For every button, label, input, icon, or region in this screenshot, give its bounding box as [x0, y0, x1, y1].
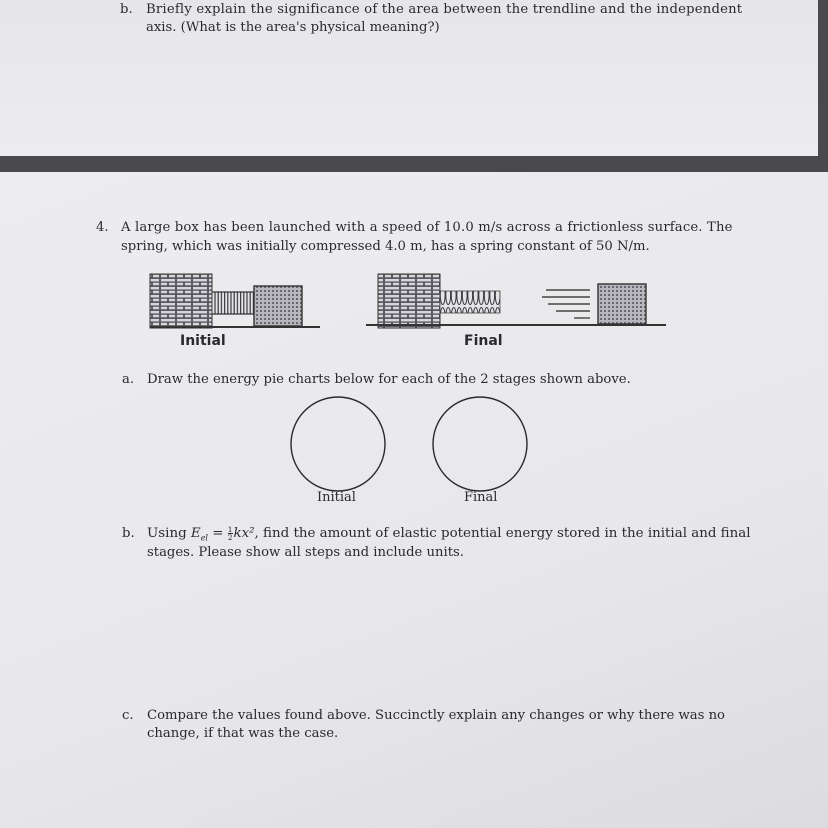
question-text-line: spring, which was initially compressed 4.0 m, has a spring constant of 50 N/m.: [121, 239, 650, 254]
question-text-line: A large box has been launched with a speed of 10.0 m/s across a frictionless surface. The: [121, 220, 733, 235]
part-label: b.: [122, 526, 135, 541]
worksheet-page-top: [0, 0, 818, 156]
worksheet-page-bottom: [0, 172, 828, 828]
formula-subscript: el: [200, 533, 208, 543]
initial-wall: [150, 274, 212, 328]
pie-initial-label: Initial: [317, 490, 356, 505]
formula-equals: =: [207, 526, 228, 541]
part-label: c.: [122, 708, 134, 723]
spring-box-figure: [0, 262, 828, 412]
question-text-line: Draw the energy pie charts below for each of the 2 stages shown above.: [147, 372, 631, 387]
question-text-line: stages. Please show all steps and include units.: [147, 545, 464, 560]
figure-initial-label: Initial: [180, 333, 226, 349]
formula-symbol: E: [190, 526, 201, 541]
final-box: [598, 284, 646, 324]
fraction-numerator: 1: [227, 525, 233, 534]
final-wall: [378, 274, 440, 328]
final-pie-circle[interactable]: [433, 397, 527, 491]
formula-fraction: [228, 526, 233, 541]
text-prefix: Using: [147, 526, 187, 541]
elastic-energy-formula: [191, 526, 208, 541]
question-text-line: Briefly explain the significance of the area between the trendline and the independent: [146, 2, 743, 17]
question-text-line: axis. (What is the area's physical meaning?): [146, 20, 440, 35]
final-relaxed-spring: [440, 291, 500, 313]
motion-lines-icon: [542, 290, 590, 318]
initial-pie-circle[interactable]: [291, 397, 385, 491]
energy-pie-chart-circles: [285, 394, 545, 498]
initial-compressed-spring: [212, 292, 254, 314]
figure-final-label: Final: [464, 333, 503, 349]
initial-box: [254, 286, 302, 326]
text-suffix: , find the amount of elastic potential energy stored in the initial and final: [254, 526, 751, 541]
formula-rhs: kx²: [233, 526, 255, 541]
part-label: a.: [122, 372, 135, 387]
fraction-denominator: 2: [227, 533, 233, 542]
question-text-line: change, if that was the case.: [147, 726, 339, 741]
pie-final-label: Final: [464, 490, 498, 505]
question-number: 4.: [96, 220, 109, 235]
question-text-line: Compare the values found above. Succinctly explain any changes or why there was no: [147, 708, 725, 723]
part-label: b.: [120, 2, 133, 17]
